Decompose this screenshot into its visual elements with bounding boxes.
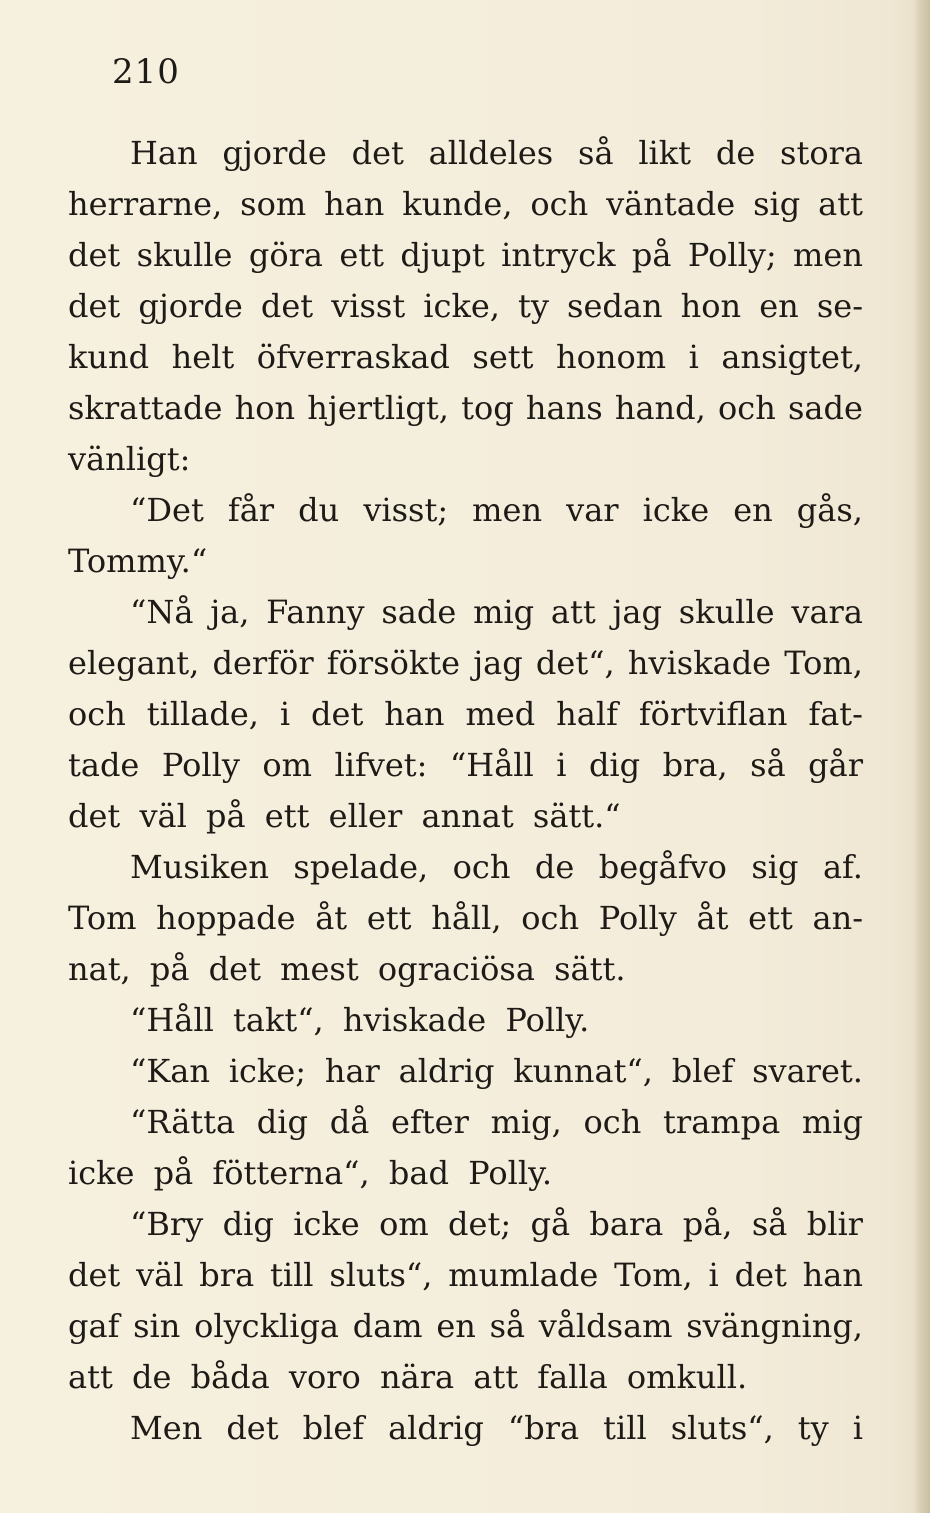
word: han	[324, 185, 385, 223]
word: voro	[288, 1358, 361, 1396]
word: Tom,	[784, 644, 863, 682]
word: gaf	[68, 1307, 120, 1345]
word: de	[715, 134, 756, 172]
word: men	[472, 491, 543, 529]
word: sätt.“	[532, 797, 621, 835]
word: skulle	[136, 236, 233, 274]
word: så	[578, 134, 614, 172]
word: han	[384, 695, 445, 733]
word: det	[311, 695, 364, 733]
word: sig	[751, 848, 799, 886]
word: hoppade	[156, 899, 296, 937]
text-line	[68, 689, 863, 740]
word: ansigtet,	[721, 338, 863, 376]
word: tillade,	[146, 695, 259, 733]
word: bara	[589, 1205, 664, 1243]
word: “Håll	[449, 746, 534, 784]
word: ty	[518, 287, 549, 325]
word: hviskade	[627, 644, 772, 682]
text-line	[68, 791, 863, 842]
word: håll,	[431, 899, 502, 937]
text-line	[68, 995, 863, 1046]
word: dig	[222, 1205, 274, 1243]
word: mig	[473, 593, 535, 631]
word: nat,	[68, 950, 131, 988]
word: och	[530, 185, 589, 223]
word: då	[329, 1103, 370, 1141]
word: och	[68, 695, 126, 733]
word: derför	[212, 644, 314, 682]
word: det	[226, 1409, 279, 1447]
word: går	[808, 746, 863, 784]
word: förtviflan	[638, 695, 788, 733]
word: en	[436, 1307, 476, 1345]
text-line	[68, 128, 863, 179]
word: det“,	[535, 644, 615, 682]
word: olyckliga	[194, 1307, 339, 1345]
word: Polly.	[468, 1154, 553, 1192]
word: bad	[388, 1154, 449, 1192]
word: han	[802, 1256, 863, 1294]
word: sade	[381, 593, 457, 631]
text-line	[68, 1250, 863, 1301]
text-line	[68, 1199, 863, 1250]
word: sluts“,	[670, 1409, 774, 1447]
word: takt“,	[233, 1001, 324, 1039]
word: en	[759, 287, 799, 325]
word: väntade	[606, 185, 736, 223]
word: i	[279, 695, 291, 733]
word: och	[521, 899, 580, 937]
word: icke,	[423, 287, 500, 325]
word: mig,	[490, 1103, 562, 1141]
word: det	[68, 287, 121, 325]
word: som	[240, 185, 307, 223]
word: sedan	[567, 287, 663, 325]
text-line	[68, 536, 863, 587]
word: blef	[671, 1052, 734, 1090]
word: gjorde	[222, 134, 327, 172]
word: “Kan	[130, 1052, 210, 1090]
word: det;	[448, 1205, 512, 1243]
word: aldrig	[398, 1052, 495, 1090]
word: med	[465, 695, 536, 733]
word: om	[262, 746, 312, 784]
word: får	[227, 491, 275, 529]
word: försökte	[326, 644, 461, 682]
text-line	[68, 1301, 863, 1352]
word: att	[818, 185, 863, 223]
word: ett	[264, 797, 310, 835]
word: visst	[331, 287, 406, 325]
text-line	[68, 638, 863, 689]
word: Men	[130, 1409, 203, 1447]
word: mig	[801, 1103, 863, 1141]
word: “Rätta	[130, 1103, 236, 1141]
word: svaret.	[752, 1052, 863, 1090]
word: att	[550, 593, 596, 631]
text-line	[68, 944, 863, 995]
word: det	[734, 1256, 787, 1294]
word: mest	[280, 950, 359, 988]
word: öfverraskad	[256, 338, 450, 376]
word: väl	[139, 797, 187, 835]
word: det	[68, 236, 121, 274]
word: jag	[612, 593, 662, 631]
text-line	[68, 485, 863, 536]
word: åt	[696, 899, 729, 937]
text-line	[68, 587, 863, 638]
word: hand,	[614, 389, 706, 427]
word: hviskade	[342, 1001, 487, 1039]
word: blef	[302, 1409, 365, 1447]
text-line	[68, 383, 863, 434]
word: kunnat“,	[513, 1052, 653, 1090]
word: en	[733, 491, 773, 529]
word: alldeles	[428, 134, 554, 172]
word: ja,	[210, 593, 250, 631]
word: väl	[136, 1256, 184, 1294]
word: på,	[682, 1205, 733, 1243]
word: icke	[68, 1154, 135, 1192]
text-line	[68, 1046, 863, 1097]
word: de	[534, 848, 575, 886]
word: “Bry	[130, 1205, 204, 1243]
text-line	[68, 1403, 863, 1454]
page-number: 210	[112, 52, 180, 92]
word: fat-	[808, 695, 863, 733]
word: se-	[816, 287, 863, 325]
word: eller	[328, 797, 403, 835]
text-line	[68, 1097, 863, 1148]
word: omkull.	[626, 1358, 748, 1396]
word: om	[379, 1205, 429, 1243]
word: helt	[171, 338, 235, 376]
word: på	[149, 950, 190, 988]
word: elegant,	[68, 644, 200, 682]
word: sade	[788, 389, 863, 427]
word: det	[68, 797, 121, 835]
word: var	[566, 491, 619, 529]
word: svängning,	[686, 1307, 863, 1345]
word: sig	[753, 185, 801, 223]
word: “Nå	[130, 593, 194, 631]
word: icke	[642, 491, 710, 529]
text-line	[68, 740, 863, 791]
page-edge	[914, 0, 930, 1513]
word: tog	[461, 389, 514, 427]
word: det	[208, 950, 261, 988]
word: Fanny	[266, 593, 365, 631]
word: efter	[390, 1103, 469, 1141]
word: men	[793, 236, 863, 274]
word: det	[351, 134, 404, 172]
word: så	[489, 1307, 526, 1345]
word: våldsam	[538, 1307, 673, 1345]
word: vara	[791, 593, 863, 631]
word: visst;	[363, 491, 449, 529]
word: bra,	[662, 746, 728, 784]
word: “bra	[507, 1409, 580, 1447]
word: att	[473, 1358, 519, 1396]
word: åt	[315, 899, 348, 937]
word: an-	[812, 899, 863, 937]
word: och	[583, 1103, 642, 1141]
word: “Det	[130, 491, 204, 529]
word: Musiken	[130, 848, 269, 886]
word: i	[688, 338, 699, 376]
word: trampa	[663, 1103, 781, 1141]
word: dig	[588, 746, 641, 784]
word: till	[269, 1256, 314, 1294]
word: mumlade	[448, 1256, 599, 1294]
word: ett	[339, 236, 385, 274]
word: honom	[555, 338, 667, 376]
word: båda	[190, 1358, 270, 1396]
word: lifvet:	[334, 746, 428, 784]
word: och	[452, 848, 511, 886]
word: på	[206, 797, 246, 835]
word: Polly	[598, 899, 677, 937]
text-line	[68, 332, 863, 383]
word: det	[68, 1256, 121, 1294]
word: dam	[352, 1307, 423, 1345]
text-line	[68, 230, 863, 281]
word: gå	[530, 1205, 571, 1243]
word: stora	[780, 134, 863, 172]
word: du	[298, 491, 340, 529]
word: falla	[537, 1358, 608, 1396]
word: Polly;	[687, 236, 777, 274]
word: ty	[797, 1409, 829, 1447]
word: i	[852, 1409, 863, 1447]
word: af.	[822, 848, 863, 886]
word: Tommy.“	[68, 542, 208, 580]
word: hans	[525, 389, 603, 427]
word: gjorde	[138, 287, 243, 325]
word: har	[324, 1052, 380, 1090]
text-line	[68, 893, 863, 944]
word: skrattade	[68, 389, 223, 427]
word: tade	[68, 746, 140, 784]
word: spelade,	[293, 848, 429, 886]
text-line	[68, 434, 863, 485]
word: skulle	[678, 593, 775, 631]
word: sätt.	[554, 950, 626, 988]
word: icke	[293, 1205, 360, 1243]
word: fötterna“,	[212, 1154, 370, 1192]
word: sin	[133, 1307, 181, 1345]
word: hon	[680, 287, 742, 325]
word: de	[131, 1358, 172, 1396]
word: på	[153, 1154, 194, 1192]
word: annat	[421, 797, 514, 835]
word: så	[751, 1205, 788, 1243]
word: det	[260, 287, 314, 325]
word: bra	[199, 1256, 255, 1294]
word: half	[556, 695, 618, 733]
word: ett	[748, 899, 793, 937]
text-line	[68, 842, 863, 893]
text-line	[68, 1148, 863, 1199]
word: vänligt:	[68, 440, 191, 478]
word: och	[718, 389, 776, 427]
text-line	[68, 1352, 863, 1403]
word: Polly	[161, 746, 240, 784]
word: i	[708, 1256, 719, 1294]
word: gås,	[796, 491, 863, 529]
word: jag	[473, 644, 523, 682]
word: sluts“,	[329, 1256, 433, 1294]
word: aldrig	[388, 1409, 484, 1447]
word: hjertligt,	[307, 389, 449, 427]
word: begåfvo	[598, 848, 727, 886]
text-line	[68, 281, 863, 332]
word: göra	[248, 236, 323, 274]
word: “Håll	[130, 1001, 214, 1039]
word: likt	[638, 134, 692, 172]
word: på	[631, 236, 672, 274]
word: kund	[68, 338, 150, 376]
word: Tom	[68, 899, 137, 937]
word: blir	[806, 1205, 863, 1243]
body-text	[68, 128, 863, 1454]
word: Han	[130, 134, 198, 172]
word: icke;	[228, 1052, 307, 1090]
word: kunde,	[402, 185, 513, 223]
word: Tom,	[614, 1256, 693, 1294]
word: så	[750, 746, 786, 784]
word: Polly.	[505, 1001, 590, 1039]
word: ograciösa	[377, 950, 535, 988]
word: sett	[472, 338, 534, 376]
word: att	[68, 1358, 113, 1396]
word: dig	[256, 1103, 308, 1141]
word: till	[603, 1409, 647, 1447]
text-line	[68, 179, 863, 230]
word: i	[556, 746, 567, 784]
word: herrarne,	[68, 185, 223, 223]
word: hon	[234, 389, 296, 427]
word: djupt	[400, 236, 485, 274]
word: ett	[366, 899, 412, 937]
word: nära	[380, 1358, 455, 1396]
word: intryck	[501, 236, 616, 274]
